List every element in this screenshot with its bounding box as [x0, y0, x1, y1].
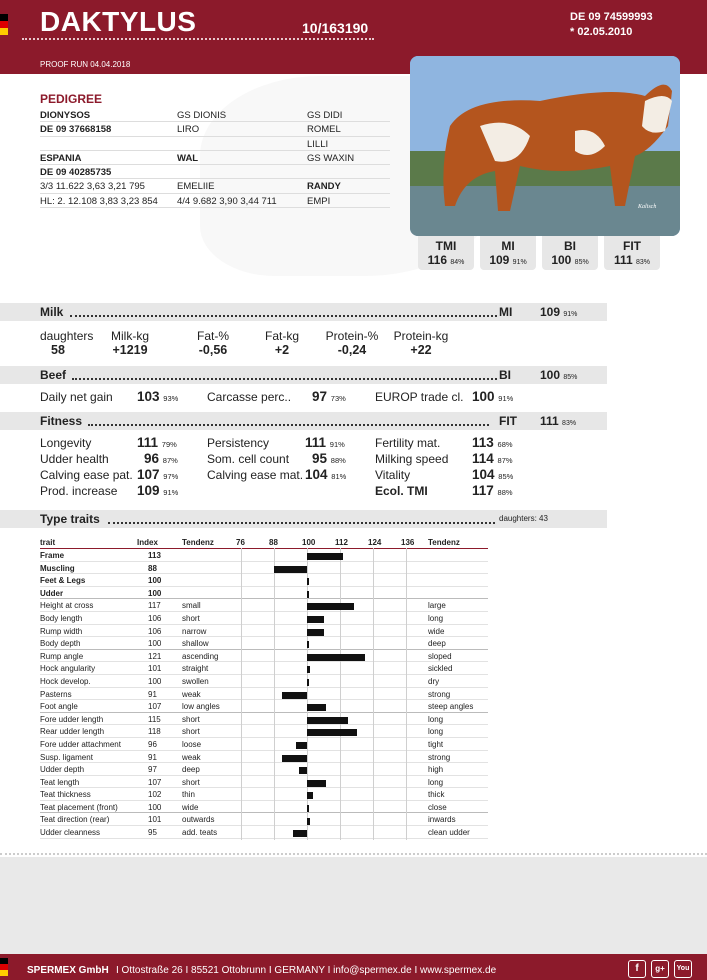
- type-row: [40, 637, 488, 650]
- index-reliability: 84%: [450, 259, 465, 266]
- trait-reliability: 91%: [329, 440, 345, 449]
- milk-head: Milk-kg: [111, 329, 149, 343]
- type-bar-mark: [307, 603, 354, 610]
- type-trait: Body length: [40, 613, 83, 623]
- type-bar-mark: [307, 666, 310, 673]
- type-bar-mark: [307, 792, 313, 799]
- type-bar-mark: [274, 566, 307, 573]
- index-value: 109 91%: [489, 253, 527, 267]
- milk-val: +22: [410, 343, 432, 357]
- type-trait: Fore udder length: [40, 714, 104, 724]
- type-low: weak: [182, 752, 201, 762]
- type-index: 113: [148, 551, 161, 560]
- type-bar: [0, 510, 607, 528]
- grid-line: [406, 548, 407, 840]
- pedigree-row: [40, 122, 390, 136]
- trait-value: 95 88%: [312, 451, 346, 466]
- type-bar-mark: [307, 780, 326, 787]
- type-trait: Rump width: [40, 626, 83, 636]
- type-row: [40, 763, 488, 776]
- pedigree-cell: DE 09 37668158: [40, 124, 112, 136]
- type-traits-table: [40, 536, 488, 839]
- type-high: deep: [428, 639, 446, 649]
- pedigree-row: [40, 151, 390, 165]
- type-high: thick: [428, 790, 445, 800]
- trait-reliability: 91%: [163, 488, 179, 497]
- milk-head: Protein-kg: [393, 329, 449, 343]
- type-high: dry: [428, 676, 440, 686]
- type-index: 106: [148, 613, 162, 623]
- type-row: [40, 612, 488, 625]
- type-row: [40, 675, 488, 688]
- fitness-title: Fitness: [40, 414, 83, 428]
- footer-divider: [0, 853, 707, 855]
- type-trait: Fore udder attachment: [40, 739, 121, 749]
- type-bar-mark: [307, 616, 324, 623]
- index-box-mi: [480, 236, 536, 270]
- type-low: straight: [182, 664, 209, 674]
- trait-reliability: 91%: [498, 394, 514, 403]
- type-index: 107: [148, 777, 162, 787]
- bull-name: DAKTYLUS: [40, 6, 197, 37]
- footer-area: [0, 857, 707, 954]
- proof-run: PROOF RUN 04.04.2018: [40, 60, 131, 69]
- pedigree-cell: 4/4 9.682 3,90 3,44 711: [177, 195, 277, 207]
- dotted-leader: [88, 424, 489, 426]
- type-trait: Feet & Legs: [40, 576, 86, 586]
- type-row: [40, 738, 488, 751]
- type-bar-mark: [307, 818, 310, 825]
- index-box-tmi: [418, 236, 474, 270]
- type-low: wide: [182, 802, 199, 812]
- type-bar-mark: [296, 742, 307, 749]
- type-trait: Teat direction (rear): [40, 815, 110, 825]
- pedigree-cell: HL: 2. 12.108 3,83 3,23 854: [40, 195, 158, 207]
- type-row: [40, 650, 488, 663]
- pedigree-cell: DIONYSOS: [40, 110, 91, 121]
- facebook-icon[interactable]: f: [628, 960, 646, 978]
- trait-value: 117 88%: [472, 483, 513, 498]
- index-reliability: 83%: [636, 259, 651, 266]
- type-row: [40, 713, 488, 726]
- dotted-leader: [72, 378, 497, 380]
- pedigree-cell: EMPI: [307, 195, 331, 207]
- trait-value: 113 68%: [472, 435, 513, 450]
- trait-value: 96 87%: [144, 451, 178, 466]
- type-row: [40, 700, 488, 713]
- milk-val: +2: [274, 343, 290, 357]
- scale-label: 124: [368, 538, 382, 547]
- milk-val: -0,24: [337, 343, 367, 357]
- type-trait: Udder depth: [40, 765, 85, 775]
- grid-line: [373, 548, 374, 840]
- pedigree-cell: ESPANIA: [40, 152, 82, 164]
- type-row: [40, 562, 488, 575]
- trait-reliability: 93%: [163, 394, 179, 403]
- type-high: long: [428, 714, 444, 724]
- type-trait: Teat length: [40, 777, 80, 787]
- pedigree-row: [40, 194, 390, 208]
- pedigree-cell: LIRO: [177, 124, 200, 136]
- type-low: outwards: [182, 815, 215, 825]
- dotted-leader: [108, 522, 495, 524]
- trait-name: Milking speed: [375, 452, 449, 466]
- beef-bar: [0, 366, 607, 384]
- trait-name: Fertility mat.: [375, 436, 441, 450]
- trait-reliability: 79%: [161, 440, 177, 449]
- type-trait: Body depth: [40, 639, 81, 649]
- fitness-bar: [0, 412, 607, 430]
- index-reliability: 91%: [512, 259, 527, 266]
- trait-name: Carcasse perc..: [207, 390, 292, 404]
- type-trait: Pasterns: [40, 689, 72, 699]
- type-index: 96: [148, 739, 157, 749]
- trait-value: 111 91%: [305, 435, 345, 450]
- grid-line: [274, 548, 275, 840]
- type-low: small: [182, 601, 201, 611]
- type-index: 100: [148, 576, 162, 586]
- pedigree-row: [40, 108, 390, 122]
- trait-value: 109 91%: [137, 483, 179, 498]
- type-low: short: [182, 613, 200, 623]
- type-row: [40, 776, 488, 789]
- trait-name: EUROP trade cl.: [375, 390, 464, 404]
- type-trait: Udder cleanness: [40, 828, 101, 838]
- type-low: narrow: [182, 626, 207, 636]
- trait-reliability: 87%: [162, 456, 178, 465]
- registration-number: 10/163190: [302, 20, 369, 36]
- pedigree-cell: GS DIDI: [307, 110, 343, 121]
- bull-photo: [410, 56, 680, 236]
- type-high: clean udder: [428, 828, 470, 838]
- type-low: short: [182, 727, 200, 737]
- type-bar-mark: [307, 729, 357, 736]
- type-low: thin: [182, 790, 195, 800]
- scale-label: 112: [335, 538, 348, 547]
- trait-name: Daily net gain: [40, 390, 113, 404]
- type-index: 100: [148, 639, 162, 649]
- trait-value: 104 81%: [305, 467, 347, 482]
- type-row: [40, 751, 488, 764]
- pedigree-cell: 3/3 11.622 3,63 3,21 795: [40, 181, 145, 193]
- type-index: 102: [148, 790, 162, 800]
- type-trait: Frame: [40, 551, 65, 560]
- herdbook-info: DE 09 74599993 * 02.05.2010: [570, 11, 653, 38]
- grid-line: [241, 548, 242, 840]
- type-low: ascending: [182, 651, 219, 661]
- type-row: [40, 801, 488, 814]
- pedigree-cell: GS WAXIN: [307, 152, 355, 164]
- type-low: add. teats: [182, 828, 218, 838]
- fitness-abbr: FIT: [499, 414, 517, 428]
- index-reliability: 85%: [574, 259, 589, 266]
- fitness-value: 111 83%: [540, 414, 577, 428]
- index-label: BI: [564, 239, 576, 253]
- trait-name: Vitality: [375, 468, 411, 482]
- index-label: MI: [501, 239, 515, 253]
- type-row: [40, 662, 488, 675]
- type-low: deep: [182, 765, 200, 775]
- type-bar-mark: [307, 704, 326, 711]
- type-title: Type traits: [40, 512, 100, 526]
- type-index: 100: [148, 802, 162, 812]
- milk-val: -0,56: [198, 343, 228, 357]
- pedigree-cell: ROMEL: [307, 124, 341, 136]
- type-high: long: [428, 727, 444, 737]
- type-row: [40, 587, 488, 600]
- beef-abbr: BI: [499, 368, 511, 382]
- scale-label: 76: [236, 538, 245, 547]
- index-label: TMI: [435, 239, 457, 253]
- type-trait: Hock develop.: [40, 676, 91, 686]
- trait-value: 107 97%: [137, 467, 179, 482]
- company-name: SPERMEX GmbH: [27, 965, 109, 976]
- trait-value: 103 93%: [137, 389, 179, 404]
- milk-head: Fat-kg: [264, 329, 299, 343]
- pedigree-title: PEDIGREE: [40, 92, 103, 106]
- type-high: strong: [428, 752, 451, 762]
- type-trait: Udder: [40, 588, 64, 598]
- type-bar-mark: [307, 654, 365, 661]
- type-high: wide: [428, 626, 445, 636]
- type-bar-mark: [282, 692, 307, 699]
- type-index: 100: [148, 588, 162, 598]
- type-index: 121: [148, 651, 162, 661]
- type-index: 117: [148, 601, 161, 611]
- type-high: steep angles: [428, 702, 474, 712]
- type-trait: Height at cross: [40, 601, 94, 611]
- type-row: [40, 788, 488, 801]
- type-trait: Susp. ligament: [40, 752, 93, 762]
- type-trait: Hock angularity: [40, 664, 96, 674]
- footer: [0, 954, 707, 980]
- type-row: [40, 826, 488, 839]
- german-flag-icon: [0, 958, 8, 976]
- type-high: high: [428, 765, 444, 775]
- trait-reliability: 73%: [330, 394, 346, 403]
- pedigree-cell: RANDY: [307, 181, 341, 193]
- type-trait: Teat thickness: [40, 790, 91, 800]
- type-index: 115: [148, 714, 161, 724]
- type-high: large: [428, 601, 446, 611]
- trait-value: 114 87%: [472, 451, 513, 466]
- pedigree-cell: GS DIONIS: [177, 110, 227, 121]
- type-high: long: [428, 613, 444, 623]
- type-bar-mark: [307, 553, 343, 560]
- type-row: [40, 625, 488, 638]
- trait-reliability: 68%: [497, 440, 513, 449]
- trait-name: Som. cell count: [207, 452, 290, 466]
- milk-val: 58: [51, 343, 65, 357]
- beef-title: Beef: [40, 368, 67, 382]
- trait-value: 111 79%: [137, 435, 177, 450]
- type-low: shallow: [182, 639, 209, 649]
- milk-head: Protein-%: [325, 329, 379, 343]
- milk-bar: [0, 303, 607, 321]
- index-value: 116 84%: [427, 253, 465, 267]
- company-address: I Ottostraße 26 I 85521 Ottobrunn I GERMANY I info@spermex.de I www.spermex.de: [116, 965, 497, 976]
- header-divider: [22, 38, 374, 40]
- milk-head: Fat-%: [196, 329, 229, 343]
- pedigree-row: [40, 179, 390, 193]
- type-trait: Rear udder length: [40, 727, 105, 737]
- trait-value: 97 73%: [312, 389, 346, 404]
- milk-value: 109 91%: [540, 305, 578, 319]
- type-bar-mark: [299, 767, 307, 774]
- type-trait: Foot angle: [40, 702, 78, 712]
- type-bar-mark: [307, 591, 309, 598]
- type-bar-mark: [307, 578, 309, 585]
- type-index: 106: [148, 626, 162, 636]
- type-index: 91: [148, 689, 157, 699]
- trait-reliability: 85%: [498, 472, 514, 481]
- type-bar-mark: [293, 830, 307, 837]
- pedigree-table: [40, 108, 390, 208]
- type-trait: Rump angle: [40, 651, 84, 661]
- type-high: long: [428, 777, 444, 787]
- type-low: swollen: [182, 676, 209, 686]
- scale-label: 100: [302, 538, 316, 547]
- milk-title: Milk: [40, 305, 64, 319]
- type-low: weak: [182, 689, 201, 699]
- index-label: FIT: [623, 239, 641, 253]
- type-index: 91: [148, 752, 157, 762]
- type-row: [40, 813, 488, 826]
- type-index: 101: [148, 664, 162, 674]
- index-value: 111 83%: [613, 253, 651, 267]
- type-row: [40, 688, 488, 701]
- type-bar-mark: [307, 717, 348, 724]
- youtube-icon[interactable]: You: [674, 960, 692, 978]
- google-plus-icon[interactable]: g+: [651, 960, 669, 978]
- type-bar-mark: [307, 629, 324, 636]
- type-high: close: [428, 802, 447, 812]
- type-trait: Muscling: [40, 563, 75, 573]
- type-row: [40, 599, 488, 612]
- type-low: short: [182, 714, 200, 724]
- trait-name: Persistency: [207, 436, 270, 450]
- type-high: strong: [428, 689, 451, 699]
- type-high: tight: [428, 739, 444, 749]
- trait-name: Calving ease mat.: [207, 468, 304, 482]
- pedigree-row: [40, 165, 390, 179]
- index-box-fit: [604, 236, 660, 270]
- type-trait: Teat placement (front): [40, 802, 118, 812]
- photo-credit: Kalisch: [638, 204, 657, 210]
- trait-name: Prod. increase: [40, 484, 118, 498]
- dotted-leader: [70, 315, 497, 317]
- pedigree-cell: DE 09 40285735: [40, 167, 112, 179]
- type-high: inwards: [428, 815, 456, 825]
- type-bar-mark: [307, 805, 309, 812]
- type-index: 100: [148, 676, 162, 686]
- index-box-bi: [542, 236, 598, 270]
- trait-reliability: 88%: [497, 488, 513, 497]
- trait-name: Longevity: [40, 436, 92, 450]
- trait-reliability: 81%: [331, 472, 347, 481]
- type-daughters: daughters: 43: [499, 514, 548, 523]
- type-index: 118: [148, 727, 161, 737]
- trait-reliability: 88%: [330, 456, 346, 465]
- type-index: 95: [148, 828, 157, 838]
- trait-name: Calving ease pat.: [40, 468, 133, 482]
- type-row: [40, 549, 488, 562]
- type-high: sickled: [428, 664, 453, 674]
- type-index: 101: [148, 815, 162, 825]
- type-index: 88: [148, 563, 157, 573]
- trait-reliability: 97%: [163, 472, 179, 481]
- pedigree-cell: WAL: [177, 152, 199, 164]
- type-bar-mark: [307, 641, 309, 648]
- trait-value: 100 91%: [472, 389, 514, 404]
- pedigree-row: [40, 137, 390, 151]
- type-low: low angles: [182, 702, 220, 712]
- trait-name: Udder health: [40, 452, 109, 466]
- pedigree-cell: LILLI: [307, 138, 329, 150]
- type-table-header: trait Index Tendenz Tendenz 76 88 100 112 124 136: [40, 536, 488, 549]
- beef-value: 100 85%: [540, 368, 578, 382]
- type-row: [40, 574, 488, 587]
- type-high: sloped: [428, 651, 452, 661]
- type-index: 97: [148, 765, 157, 775]
- grid-line: [340, 548, 341, 840]
- type-index: 107: [148, 702, 162, 712]
- type-row: [40, 725, 488, 738]
- index-value: 100 85%: [551, 253, 589, 267]
- scale-label: 136: [401, 538, 415, 547]
- trait-reliability: 87%: [497, 456, 513, 465]
- type-bar-mark: [282, 755, 307, 762]
- milk-head: daughters: [40, 329, 94, 343]
- scale-label: 88: [269, 538, 278, 547]
- type-bar-mark: [307, 679, 309, 686]
- pedigree-cell: EMELIIE: [177, 181, 215, 193]
- milk-val: +1219: [112, 343, 148, 357]
- german-flag-icon: [0, 14, 8, 36]
- type-low: loose: [182, 739, 202, 749]
- milk-abbr: MI: [499, 305, 513, 319]
- type-low: short: [182, 777, 200, 787]
- trait-value: 104 85%: [472, 467, 514, 482]
- trait-name: Ecol. TMI: [375, 484, 428, 498]
